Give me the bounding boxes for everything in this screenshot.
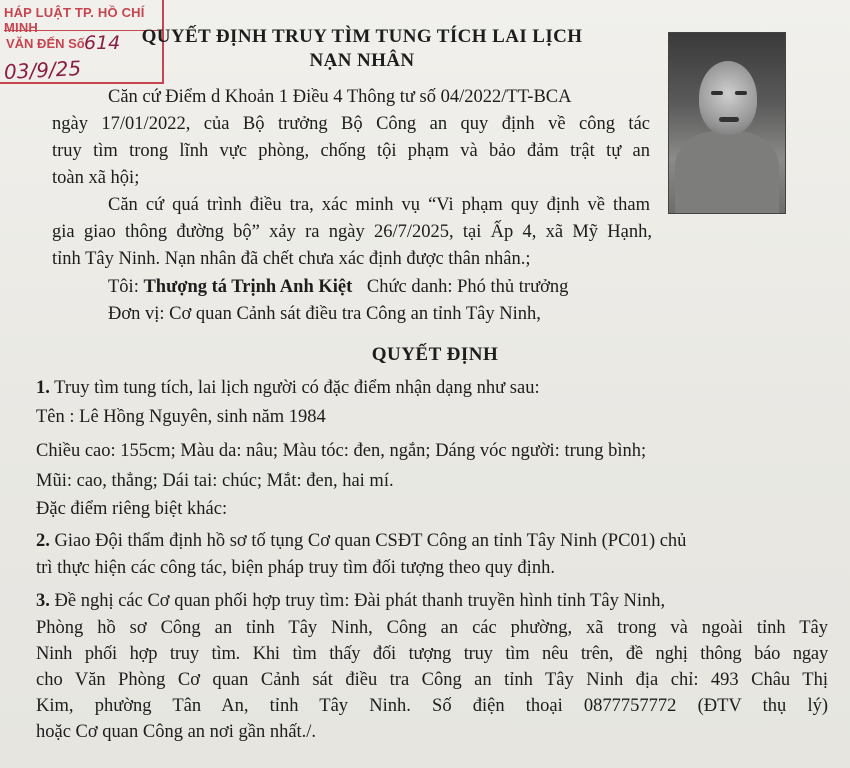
item-line: Đặc điểm riêng biệt khác: <box>36 499 228 519</box>
stamp-org-text: HÁP LUẬT TP. HỒ CHÍ MINH <box>4 5 145 35</box>
document-title: QUYẾT ĐỊNH TRUY TÌM TUNG TÍCH LAI LỊCH <box>141 26 583 47</box>
item-text: Giao Đội thẩm định hồ sơ tố tụng Cơ quan CSĐT Công an tỉnh Tây Ninh (PC01) chủ <box>54 531 687 551</box>
preamble-line: Căn cứ quá trình điều tra, xác minh vụ “Vi phạm quy định về tham <box>108 195 650 215</box>
photo-eye <box>711 91 723 95</box>
stamp-number: 614 <box>84 32 121 54</box>
photo-mouth <box>719 117 739 122</box>
item-line: Kim, phường Tân An, tỉnh Tây Ninh. Số điện thoại 0877757772 (ĐTV thụ lý) <box>36 696 828 716</box>
preamble-line: toàn xã hội; <box>52 168 140 188</box>
item-number: 2. <box>36 531 50 551</box>
preamble-line: truy tìm trong lĩnh vực phòng, chống tội phạm và bảo đảm trật tự an <box>52 141 650 161</box>
preamble-line: ngày 17/01/2022, của Bộ trưởng Bộ Công an quy định về công tác <box>52 114 650 134</box>
officer-position: Chức danh: Phó thủ trưởng <box>366 277 569 297</box>
officer-line <box>108 276 568 298</box>
item-line: Phòng hồ sơ Công an tỉnh Tây Ninh, Công an các phường, xã trong và ngoài tỉnh Tây <box>36 618 828 638</box>
item-line: Chiều cao: 155cm; Màu da: nâu; Màu tóc: đen, ngắn; Dáng vóc người: trung bình; <box>36 441 647 461</box>
photo-eye <box>735 91 747 95</box>
item-number: 1. <box>36 378 50 398</box>
item-line: Tên : Lê Hồng Nguyên, sinh năm 1984 <box>36 407 326 427</box>
item-number: 3. <box>36 591 50 611</box>
photo-head-shape <box>699 61 757 135</box>
item-line: Ninh phối hợp truy tìm. Khi tìm thấy đối tượng truy tìm nêu trên, đề nghị thông báo ngay <box>36 644 828 664</box>
officer-name: Thượng tá Trịnh Anh Kiệt <box>143 277 353 297</box>
officer-prefix: Tôi: <box>108 277 139 297</box>
item-line: trì thực hiện các công tác, biện pháp truy tìm đối tượng theo quy định. <box>36 558 555 578</box>
item-text: Truy tìm tung tích, lai lịch người có đặc điểm nhận dạng như sau: <box>54 378 540 398</box>
item-line: Mũi: cao, thẳng; Dái tai: chúc; Mắt: đen, hai mí. <box>36 471 394 491</box>
stamp-received-label: VĂN ĐẾN Số <box>6 36 85 51</box>
preamble-line: gia giao thông đường bộ” xảy ra ngày 26/7/2025, tại Ấp 4, xã Mỹ Hạnh, <box>52 222 652 242</box>
victim-photo <box>668 32 786 214</box>
item-line: cho Văn Phòng Cơ quan Cảnh sát điều tra Công an tỉnh Tây Ninh địa chỉ: 493 Châu Thị <box>36 670 828 690</box>
item-1-line <box>36 377 540 399</box>
item-text: Đề nghị các Cơ quan phối hợp truy tìm: Đài phát thanh truyền hình tỉnh Tây Ninh, <box>54 591 666 611</box>
preamble-line: Căn cứ Điểm d Khoản 1 Điều 4 Thông tư số 04/2022/TT-BCA <box>108 87 572 107</box>
item-line: hoặc Cơ quan Công an nơi gần nhất./. <box>36 722 317 742</box>
decision-heading: QUYẾT ĐỊNH <box>371 344 499 365</box>
item-2-line <box>36 530 686 552</box>
item-3-line <box>36 590 665 612</box>
stamp-date: 03/9/25 <box>3 55 82 85</box>
preamble-line: tỉnh Tây Ninh. Nạn nhân đã chết chưa xác định được thân nhân.; <box>52 249 531 269</box>
document-subtitle: NẠN NHÂN <box>309 50 415 71</box>
officer-unit: Đơn vị: Cơ quan Cảnh sát điều tra Công an tỉnh Tây Ninh, <box>108 304 541 324</box>
photo-body-shape <box>675 131 779 214</box>
